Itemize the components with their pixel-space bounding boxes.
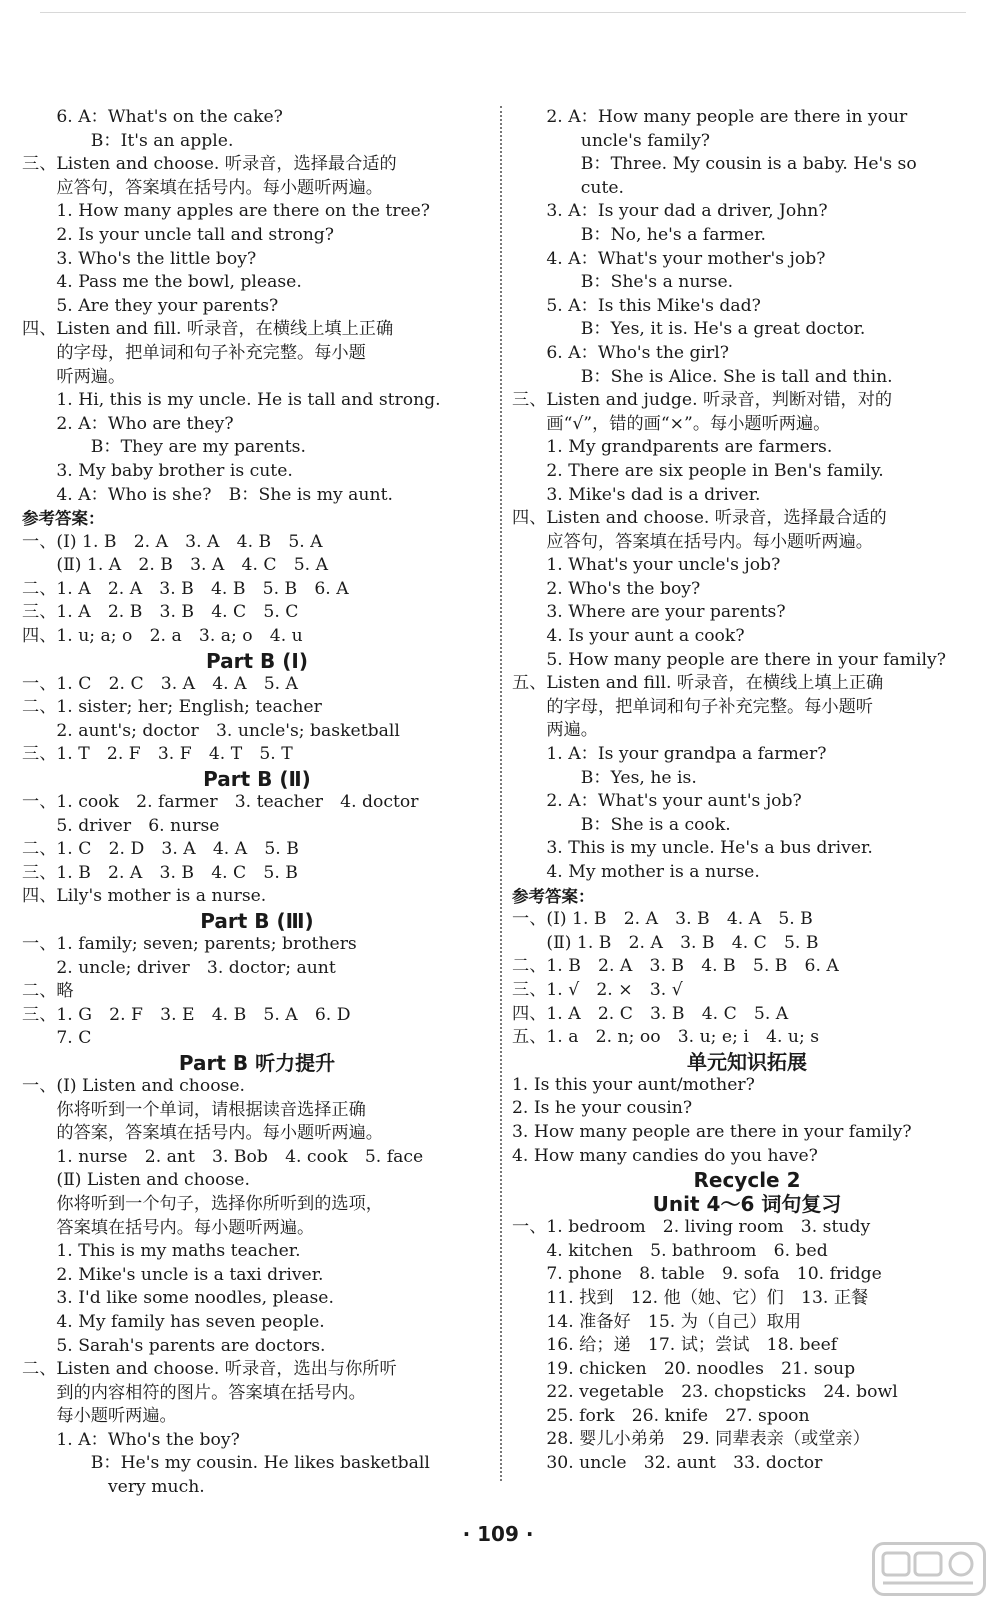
text-line: 一、(Ⅰ) 1. B 2. A 3. A 4. B 5. A (22, 531, 323, 552)
text-line: 4. A：Who is she? B：She is my aunt. (22, 484, 393, 505)
text-line: 三、Listen and judge. 听录音，判断对错，对的 (512, 390, 893, 411)
section-heading: Part B (Ⅱ) (203, 767, 311, 792)
section-heading: Recycle 2 (693, 1168, 801, 1193)
text-line: 30. uncle 32. aunt 33. doctor (512, 1453, 823, 1474)
text-line: 2. A：What's your aunt's job? (512, 791, 802, 812)
text-line: 四、1. A 2. C 3. B 4. C 5. A (512, 1003, 789, 1024)
section-heading: Unit 4～6 词句复习 (652, 1192, 842, 1217)
text-line: 的字母，把单词和句子补充完整。每小题听 (512, 696, 873, 717)
text-line: 3. Where are your parents? (512, 602, 786, 623)
text-line: B：She is a cook. (512, 814, 731, 835)
answer-key-heading: 参考答案： (512, 886, 595, 906)
answer-key-heading: 参考答案： (22, 509, 105, 529)
text-line: 四、1. u; a; o 2. a 3. a; o 4. u (22, 626, 303, 647)
text-line: 3. My baby brother is cute. (22, 460, 293, 481)
text-line: 2. uncle; driver 3. doctor; aunt (22, 957, 336, 978)
text-line: 5. A：Is this Mike's dad? (512, 295, 761, 316)
text-line: 22. vegetable 23. chopsticks 24. bowl (512, 1382, 898, 1403)
text-line: 5. Are they your parents? (22, 295, 279, 316)
text-line: 2. A：Who are they? (22, 413, 234, 434)
top-rule (40, 12, 966, 13)
text-line: 三、1. G 2. F 3. E 4. B 5. A 6. D (22, 1004, 351, 1025)
text-line: B：She's a nurse. (512, 272, 734, 293)
section-heading: Part B (Ⅰ) (206, 648, 308, 673)
text-line: 4. Is your aunt a cook? (512, 626, 745, 647)
text-line: 一、1. bedroom 2. living room 3. study (512, 1217, 871, 1238)
text-line: 到的内容相符的图片。答案填在括号内。 (22, 1382, 366, 1403)
text-line: 19. chicken 20. noodles 21. soup (512, 1358, 856, 1379)
text-line: 1. A：Who's the boy? (22, 1429, 240, 1450)
text-line: 三、1. √ 2. × 3. √ (512, 979, 683, 1000)
section-heading: Part B 听力提升 (178, 1050, 336, 1075)
text-line: 2. Who's the boy? (512, 578, 701, 599)
text-line: 5. Sarah's parents are doctors. (22, 1335, 326, 1356)
text-line: 二、1. C 2. D 3. A 4. A 5. B (22, 839, 299, 860)
text-line: 2. Mike's uncle is a taxi driver. (22, 1264, 324, 1285)
text-line: 三、1. T 2. F 3. F 4. T 5. T (22, 744, 293, 765)
text-line: 2. aunt's; doctor 3. uncle's; basketball (22, 720, 400, 741)
text-line: 一、1. family; seven; parents; brothers (22, 934, 357, 954)
text-line: B：Three. My cousin is a baby. He's so (512, 154, 917, 175)
text-line: 5. driver 6. nurse (22, 815, 220, 836)
text-line: B：It's an apple. (22, 130, 234, 151)
text-line: (Ⅱ) 1. A 2. B 3. A 4. C 5. A (22, 555, 329, 576)
text-line: 4. kitchen 5. bathroom 6. bed (512, 1240, 828, 1261)
text-line: 28. 婴儿小弟弟 29. 同辈表亲（或堂亲） (512, 1429, 870, 1450)
text-line: B：He's my cousin. He likes basketball (22, 1453, 430, 1474)
text-line: 6. A：What's on the cake? (22, 107, 283, 127)
text-line: 一、(Ⅰ) Listen and choose. (22, 1075, 246, 1096)
text-line: 14. 准备好 15. 为（自己）取用 (512, 1311, 802, 1332)
text-line: 二、略 (22, 981, 74, 1002)
text-line: 4. How many candies do you have? (512, 1145, 818, 1166)
text-line: 2. A：How many people are there in your (512, 107, 908, 127)
text-line: 7. C (22, 1028, 92, 1049)
text-line: 4. My family has seven people. (22, 1311, 325, 1332)
text-line: 1. A：Is your grandpa a farmer? (512, 744, 827, 765)
text-line: 2. There are six people in Ben's family. (512, 460, 884, 481)
text-line: 两遍。 (512, 720, 598, 741)
text-line: 二、1. sister; her; English; teacher (22, 697, 322, 718)
text-line: 的字母，把单词和句子补充完整。每小题 (22, 342, 366, 363)
text-line: (Ⅱ) Listen and choose. (22, 1170, 250, 1191)
text-line: cute. (512, 177, 624, 198)
text-line: 五、1. a 2. n; oo 3. u; e; i 4. u; s (512, 1027, 820, 1048)
text-line: B：No, he's a farmer. (512, 224, 766, 245)
text-line: 1. Is this your aunt/mother? (512, 1074, 755, 1095)
text-line: 2. Is he your cousin? (512, 1098, 693, 1119)
text-line: 的答案，答案填在括号内。每小题听两遍。 (22, 1123, 383, 1144)
text-line: 1. My grandparents are farmers. (512, 437, 833, 458)
text-line: 四、Lily's mother is a nurse. (22, 886, 267, 907)
text-line: 一、1. C 2. C 3. A 4. A 5. A (22, 673, 298, 694)
text-line: (Ⅱ) 1. B 2. A 3. B 4. C 5. B (512, 932, 819, 953)
text-line: 25. fork 26. knife 27. spoon (512, 1405, 810, 1426)
text-line: 3. A：Is your dad a driver, John? (512, 201, 828, 222)
text-line: 6. A：Who's the girl? (512, 342, 729, 363)
text-line: 4. Pass me the bowl, please. (22, 272, 302, 293)
text-line: 3. I'd like some noodles, please. (22, 1288, 334, 1309)
text-line: 你将听到一个单词，请根据读音选择正确 (22, 1099, 366, 1120)
text-line: 三、1. A 2. B 3. B 4. C 5. C (22, 602, 299, 623)
text-line: 三、Listen and choose. 听录音，选择最合适的 (22, 154, 397, 175)
watermark-logo-icon (875, 1545, 983, 1593)
text-line: 一、1. cook 2. farmer 3. teacher 4. doctor (22, 792, 419, 813)
text-line: 听两遍。 (22, 366, 126, 387)
right-column (512, 106, 982, 1476)
text-line: B：Yes, it is. He's a great doctor. (512, 319, 866, 340)
text-line: 4. A：What's your mother's job? (512, 248, 826, 269)
text-line: 3. This is my uncle. He's a bus driver. (512, 838, 873, 859)
text-line: 画“√”，错的画“×”。每小题听两遍。 (512, 413, 831, 434)
text-line: 5. How many people are there in your family? (512, 649, 946, 670)
text-line: 应答句，答案填在括号内。每小题听两遍。 (22, 177, 383, 198)
text-line: 1. What's your uncle's job? (512, 555, 781, 576)
text-line: 1. Hi, this is my uncle. He is tall and strong. (22, 390, 441, 411)
text-line: 7. phone 8. table 9. sofa 10. fridge (512, 1264, 882, 1285)
text-line: 1. How many apples are there on the tree? (22, 201, 431, 222)
text-line: 每小题听两遍。 (22, 1406, 177, 1427)
text-line: B：Yes, he is. (512, 767, 697, 788)
section-heading: Part B (Ⅲ) (200, 909, 314, 933)
text-line: 五、Listen and fill. 听录音，在横线上填上正确 (512, 673, 884, 694)
text-line: 3. Who's the little boy? (22, 248, 257, 269)
text-line: 1. nurse 2. ant 3. Bob 4. cook 5. face (22, 1146, 424, 1167)
section-heading: 单元知识拓展 (687, 1049, 807, 1074)
text-line: 16. 给；递 17. 试；尝试 18. beef (512, 1335, 838, 1356)
text-line: very much. (22, 1477, 205, 1498)
text-line: 3. Mike's dad is a driver. (512, 484, 761, 505)
text-line: 11. 找到 12. 他（她、它）们 13. 正餐 (512, 1287, 869, 1308)
text-line: 3. How many people are there in your family? (512, 1121, 912, 1142)
text-line: 4. My mother is a nurse. (512, 862, 760, 882)
text-line: 二、1. B 2. A 3. B 4. B 5. B 6. A (512, 956, 839, 977)
text-line: 二、Listen and choose. 听录音，选出与你所听 (22, 1359, 397, 1380)
text-line: B：They are my parents. (22, 437, 306, 458)
text-line: 你将听到一个句子，选择你所听到的选项， (22, 1193, 383, 1214)
text-line: uncle's family? (512, 130, 711, 151)
text-line: 答案填在括号内。每小题听两遍。 (22, 1217, 315, 1238)
text-line: B：She is Alice. She is tall and thin. (512, 366, 893, 387)
text-line: 四、Listen and choose. 听录音，选择最合适的 (512, 508, 887, 529)
text-line: 2. Is your uncle tall and strong? (22, 224, 334, 245)
watermark-logo (872, 1542, 986, 1596)
text-line: 三、1. B 2. A 3. B 4. C 5. B (22, 862, 298, 883)
page-number: · 109 · (462, 1522, 534, 1546)
text-line: 应答句，答案填在括号内。每小题听两遍。 (512, 531, 873, 552)
text-line: 一、(Ⅰ) 1. B 2. A 3. B 4. A 5. B (512, 909, 813, 930)
text-line: 二、1. A 2. A 3. B 4. B 5. B 6. A (22, 578, 349, 599)
text-line: 四、Listen and fill. 听录音，在横线上填上正确 (22, 319, 394, 340)
left-column (22, 106, 492, 1500)
text-line: 1. This is my maths teacher. (22, 1241, 301, 1262)
column-divider (500, 106, 502, 1481)
